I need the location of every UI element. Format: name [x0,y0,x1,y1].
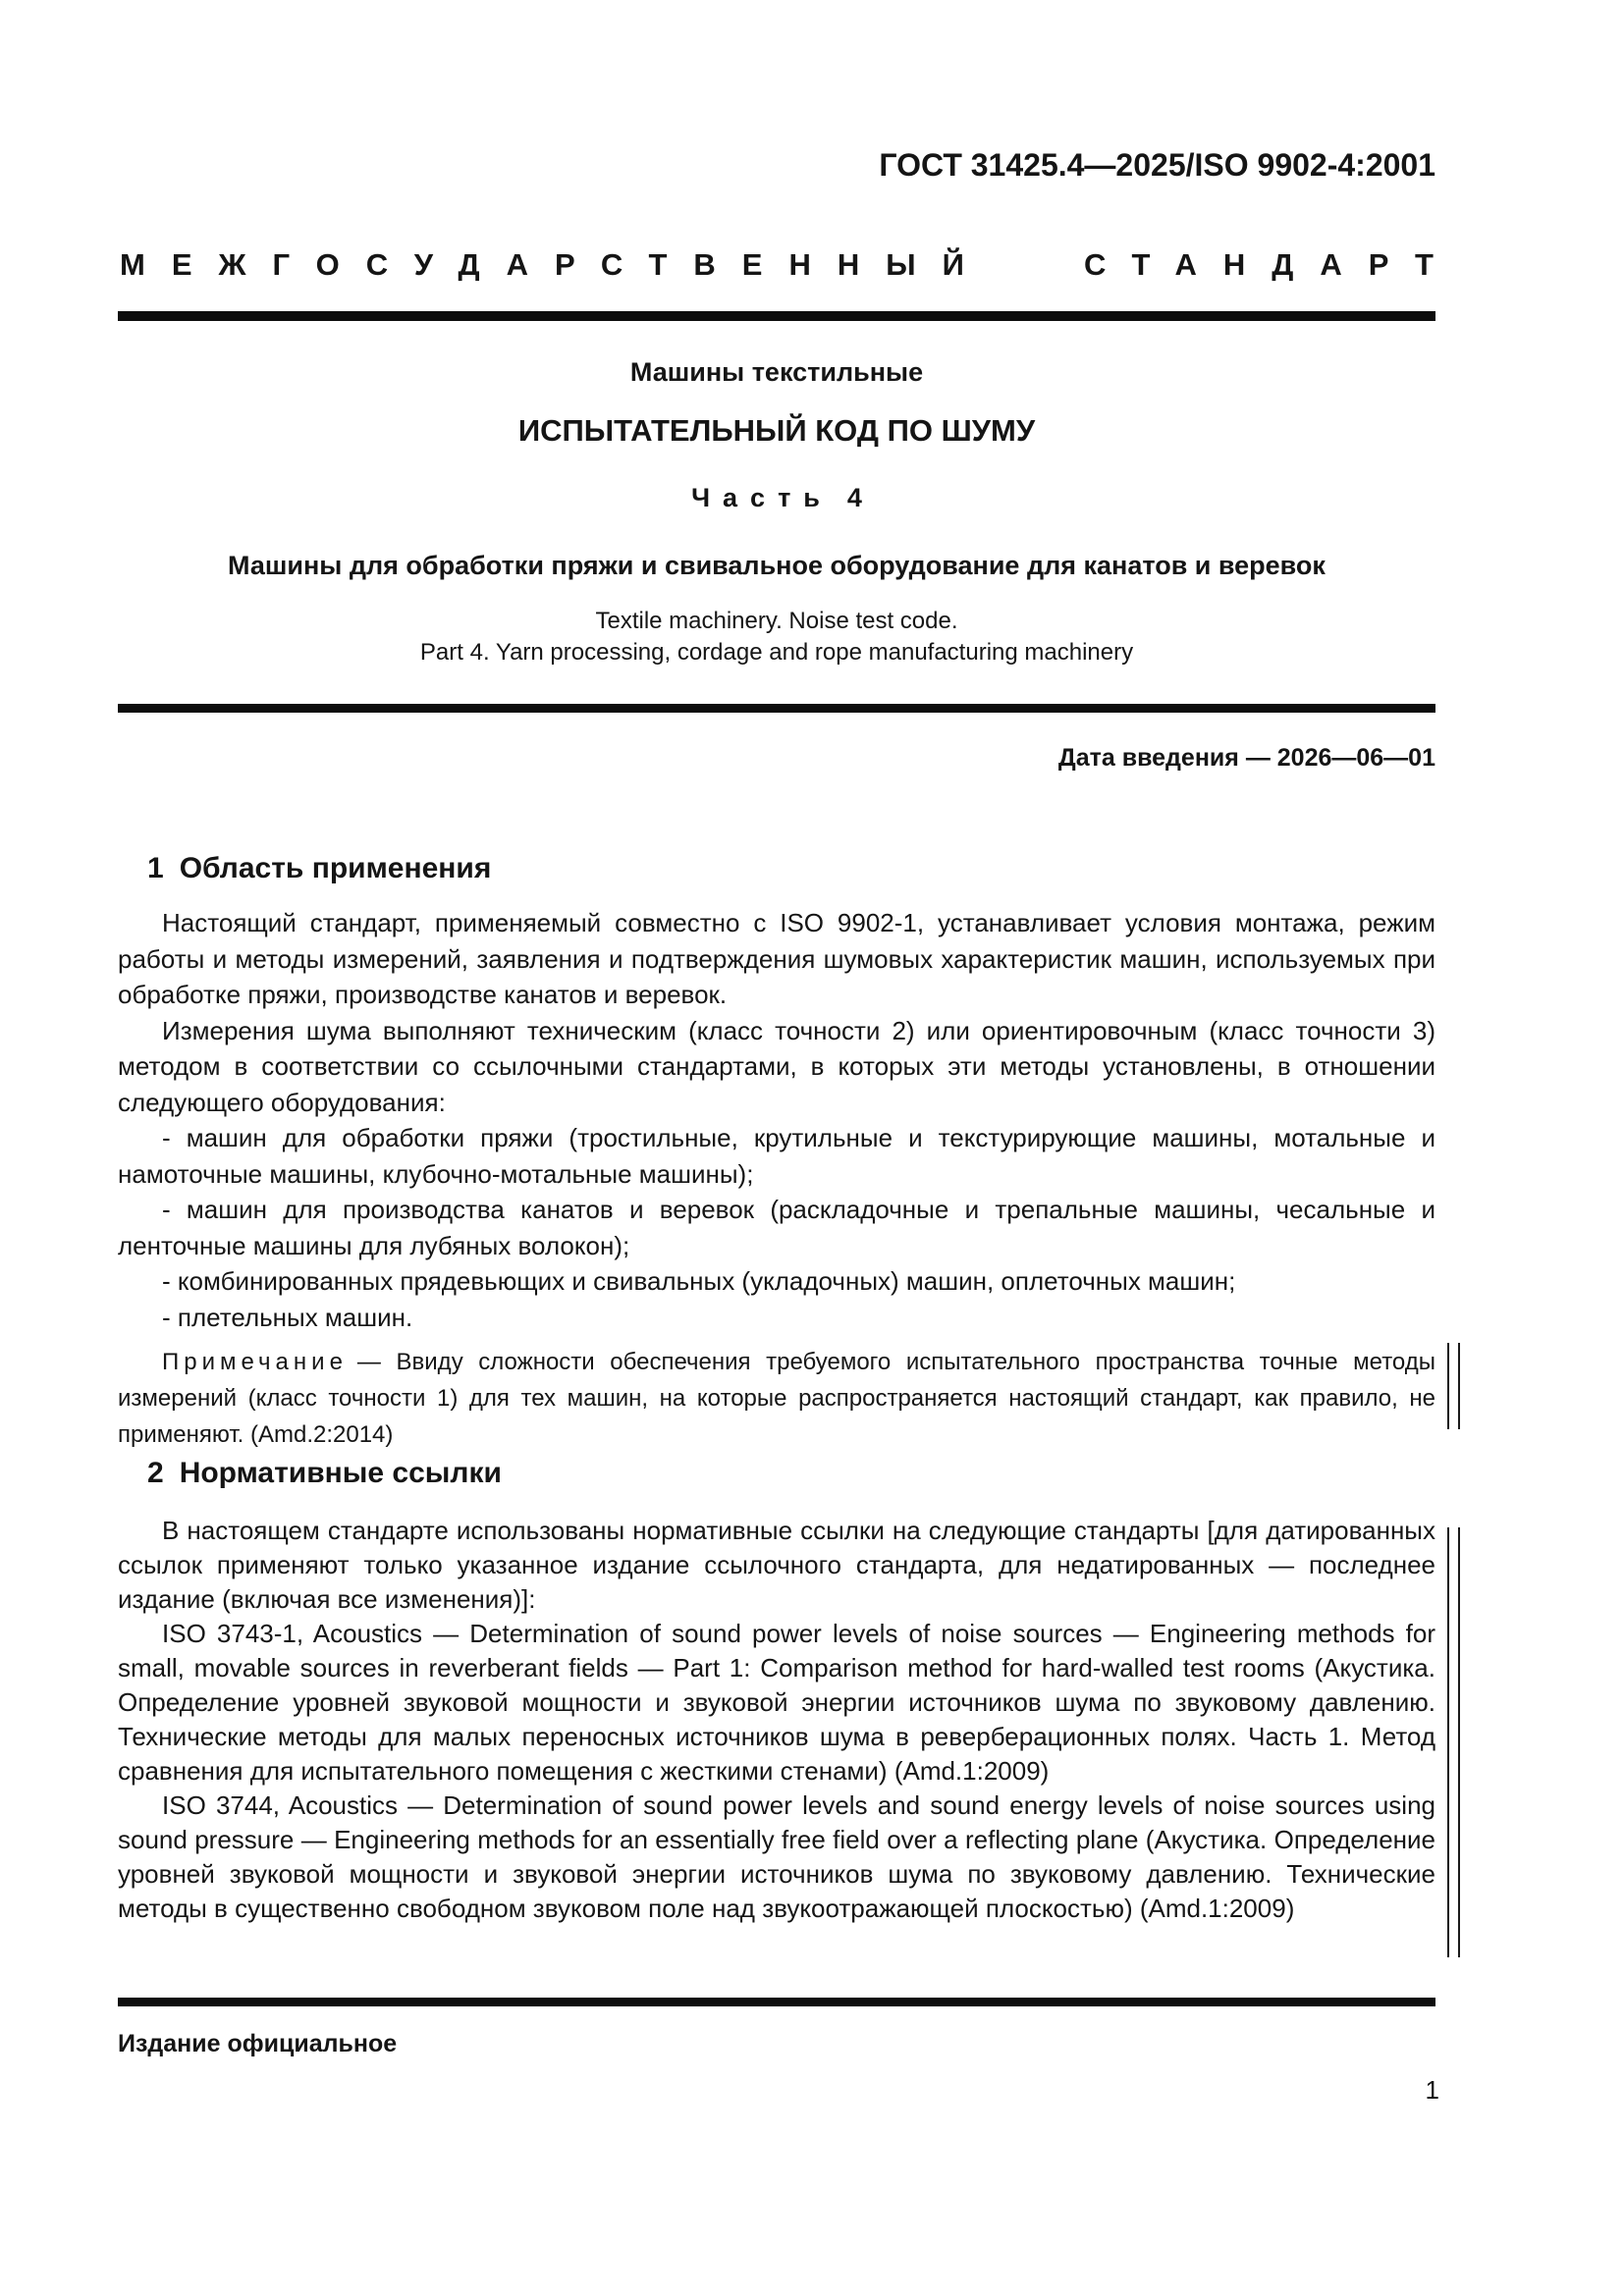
paragraph: Настоящий стандарт, применяемый совместно с ISO 9902-1, устанавливает условия монтажа, режим работы и методы измерений, заявления и подтверждения шумовых характеристик машин, используемых при обработке пряжи, производстве канатов и веревок. [118,908,1435,1009]
part-number: 4 [846,483,862,512]
list-item: - комбинированных прядевьющих и свивальных (укладочных) машин, оплеточных машин; [162,1266,1236,1296]
section-1-title: Область применения [179,852,492,884]
standard-type-banner [120,247,1460,283]
section-2-body [118,1514,1435,1926]
section-2-heading [147,1457,502,1490]
footer-horizontal-rule [118,1998,1435,2006]
section-2-number: 2 [147,1457,164,1489]
title-english-line1: Textile machinery. Noise test code. [595,608,958,634]
list-item: - плетельных машин. [162,1302,413,1332]
part-label: Часть [691,483,833,512]
banner-word-2: СТАНДАРТ [1083,247,1460,282]
edition-note: Издание официальное [118,2030,398,2057]
banner-word-1: МЕЖГОСУДАРСТВЕННЫЙ [120,247,991,282]
top-horizontal-rule [118,311,1435,321]
note-label: Примечание [162,1349,348,1375]
title-english-line2: Part 4. Yarn processing, cordage and rope manufacturing machinery [419,639,1134,666]
section-1-body [118,905,1435,1453]
reference-paragraph: ISO 3744, Acoustics — Determination of sound power levels and sound energy levels of noise sources using sound pressure — Engineering methods for an essentially free field over a reflecting plane (Акустика. Определение уровней звуковой мощности и звуковой энергии источников шума по звуковому давлению. Технические методы в существенно свободном звуковом поле над звукоотражающей плоскостью) (Amd.1:2009) [118,1790,1435,1923]
effective-date: Дата введения — 2026—06—01 [1057,744,1435,772]
note-paragraph [118,1344,1435,1453]
paragraph: В настоящем стандарте использованы нормативные ссылки на следующие стандарты [для датированных ссылок применяют только указанное издание ссылочного стандарта, для недатированных — последнее издание (включая все изменения)]: [118,1516,1435,1614]
change-marker-note [1447,1343,1460,1429]
title-main: ИСПЫТАТЕЛЬНЫЙ КОД ПО ШУМУ [517,413,1036,448]
title-part-line [118,483,1435,513]
list-item: - машин для обработки пряжи (тростильные, крутильные и текстурирующие машины, мотальные и намоточные машины, клубочно-мотальные машины); [118,1123,1435,1189]
doc-number: ГОСТ 31425.4—2025/ISO 9902-4:2001 [879,147,1435,183]
note-text: — Ввиду сложности обеспечения требуемого испытательного пространства точные методы измерений (класс точности 1) для тех машин, на которые распространяется настоящий стандарт, как правило, не применяют. (Amd.2:2014) [118,1349,1435,1448]
title-subject: Машины текстильные [629,357,924,387]
paragraph: Измерения шума выполняют техническим (класс точности 2) или ориентировочным (класс точности 3) методом в соответствии со ссылочными стандартами, в которых эти методы установлены, в отношении следующего оборудования: [118,1015,1435,1117]
page-number: 1 [1425,2075,1439,2105]
section-2-title: Нормативные ссылки [179,1457,502,1489]
list-item: - машин для производства канатов и веревок (раскладочные и трепальные машины, чесальные и ленточные машины для лубяных волокон); [118,1195,1435,1260]
change-marker-references [1447,1527,1460,1957]
reference-paragraph: ISO 3743-1, Acoustics — Determination of sound power levels of noise sources — Engineering methods for small, movable sources in reverberant fields — Part 1: Comparison method for hard-walled test rooms (Акустика. Определение уровней звуковой мощности и звуковой энергии источников шума по звуковому давлению. Технические методы для малых переносных источников шума в реверберационных полях. Часть 1. Метод сравнения для испытательного помещения с жесткими стенами) (Amd.1:2009) [118,1619,1435,1786]
title-part-subject: Машины для обработки пряжи и свивальное оборудование для канатов и веревок [228,551,1326,580]
section-1-number: 1 [147,852,164,884]
section-1-heading [147,852,491,885]
mid-horizontal-rule [118,704,1435,713]
